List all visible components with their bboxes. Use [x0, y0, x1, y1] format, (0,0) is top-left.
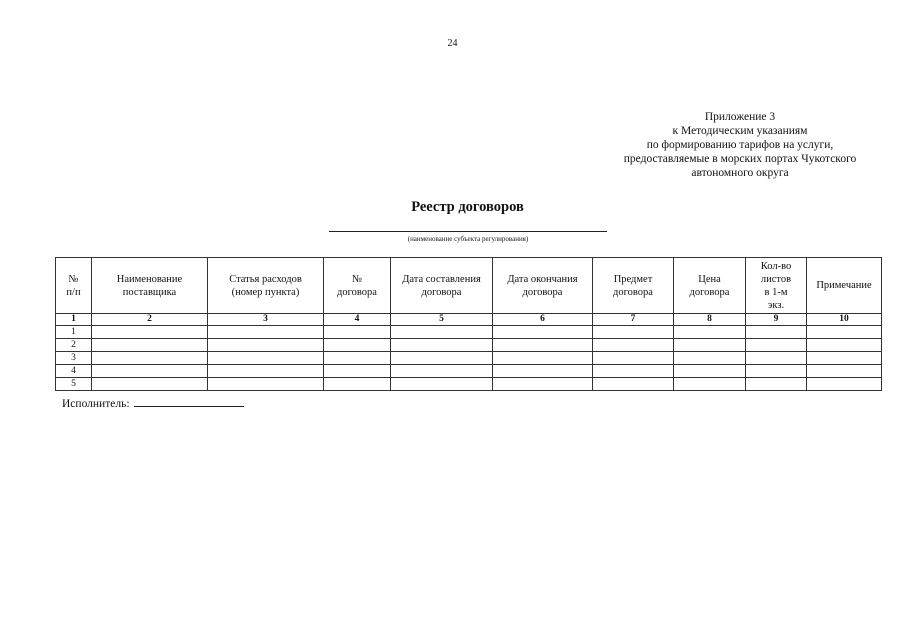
column-number: 4 [324, 314, 391, 326]
header-cell-supplier: Наименование поставщика [92, 258, 208, 314]
column-number: 10 [807, 314, 882, 326]
table-cell [92, 378, 208, 391]
column-number: 2 [92, 314, 208, 326]
appendix-line: автономного округа [691, 167, 789, 179]
table-cell [391, 378, 493, 391]
subject-caption: (наименование субъекта регулирования) [407, 235, 529, 243]
appendix-line: предоставляемые в морских портах Чукотского [623, 153, 857, 165]
executor-signature [62, 396, 244, 410]
table-cell [324, 378, 391, 391]
table-cell [92, 365, 208, 378]
column-number: 1 [56, 314, 92, 326]
table-cell [593, 339, 674, 352]
executor-signature-line [134, 396, 244, 407]
table-cell [324, 339, 391, 352]
table-cell [807, 326, 882, 339]
table-cell [92, 339, 208, 352]
table-cell [593, 365, 674, 378]
row-number: 1 [56, 326, 92, 339]
table-cell [324, 365, 391, 378]
header-row [56, 258, 882, 314]
column-number: 6 [493, 314, 593, 326]
header-cell-expense-item: Статья расходов (номер пункта) [208, 258, 324, 314]
table-cell [807, 339, 882, 352]
row-number: 5 [56, 378, 92, 391]
table-cell [674, 339, 746, 352]
executor-label: Исполнитель: [62, 398, 130, 410]
table-cell [208, 352, 324, 365]
table-cell [208, 365, 324, 378]
table-cell [493, 365, 593, 378]
table-cell [493, 339, 593, 352]
table-cell [208, 339, 324, 352]
header-cell-contract-date: Дата составления договора [391, 258, 493, 314]
table-cell [208, 378, 324, 391]
table-cell [324, 326, 391, 339]
table-row [56, 352, 882, 365]
table-cell [493, 352, 593, 365]
contracts-registry-table [55, 257, 882, 391]
header-cell-row-number: № п/п [56, 258, 92, 314]
header-cell-subject: Предмет договора [593, 258, 674, 314]
table-cell [493, 378, 593, 391]
page-number: 24 [447, 38, 458, 49]
table-cell [391, 352, 493, 365]
table-row [56, 365, 882, 378]
header-cell-note: Примечание [807, 258, 882, 314]
row-number: 3 [56, 352, 92, 365]
row-number: 4 [56, 365, 92, 378]
table-cell [674, 352, 746, 365]
table-cell [324, 352, 391, 365]
header-cell-contract-number: № договора [324, 258, 391, 314]
table-cell [746, 365, 807, 378]
column-number: 3 [208, 314, 324, 326]
table-cell [391, 326, 493, 339]
column-number: 8 [674, 314, 746, 326]
header-cell-sheet-count: Кол-во листов в 1-м экз. [746, 258, 807, 314]
table-row [56, 378, 882, 391]
table-cell [493, 326, 593, 339]
table-cell [391, 339, 493, 352]
table-cell [593, 352, 674, 365]
table-cell [746, 378, 807, 391]
row-number: 2 [56, 339, 92, 352]
table-cell [674, 365, 746, 378]
appendix-line: Приложение 3 [704, 111, 776, 123]
table-cell [807, 352, 882, 365]
column-number-row [56, 314, 882, 326]
column-number: 7 [593, 314, 674, 326]
table-row [56, 339, 882, 352]
table-cell [674, 378, 746, 391]
subject-name-line [329, 231, 607, 232]
table-row [56, 326, 882, 339]
table-cell [593, 326, 674, 339]
appendix-line: по формированию тарифов на услуги, [646, 139, 834, 151]
table-cell [208, 326, 324, 339]
table-cell [391, 365, 493, 378]
document-title: Реестр договоров [411, 199, 524, 215]
table-cell [807, 365, 882, 378]
table-cell [746, 326, 807, 339]
table-cell [746, 339, 807, 352]
appendix-line: к Методическим указаниям [672, 125, 808, 137]
table-cell [92, 352, 208, 365]
table-cell [92, 326, 208, 339]
header-cell-end-date: Дата окончания договора [493, 258, 593, 314]
table-cell [807, 378, 882, 391]
table-cell [746, 352, 807, 365]
appendix-note [604, 110, 876, 180]
table-cell [674, 326, 746, 339]
column-number: 9 [746, 314, 807, 326]
table-cell [593, 378, 674, 391]
column-number: 5 [391, 314, 493, 326]
header-cell-price: Цена договора [674, 258, 746, 314]
